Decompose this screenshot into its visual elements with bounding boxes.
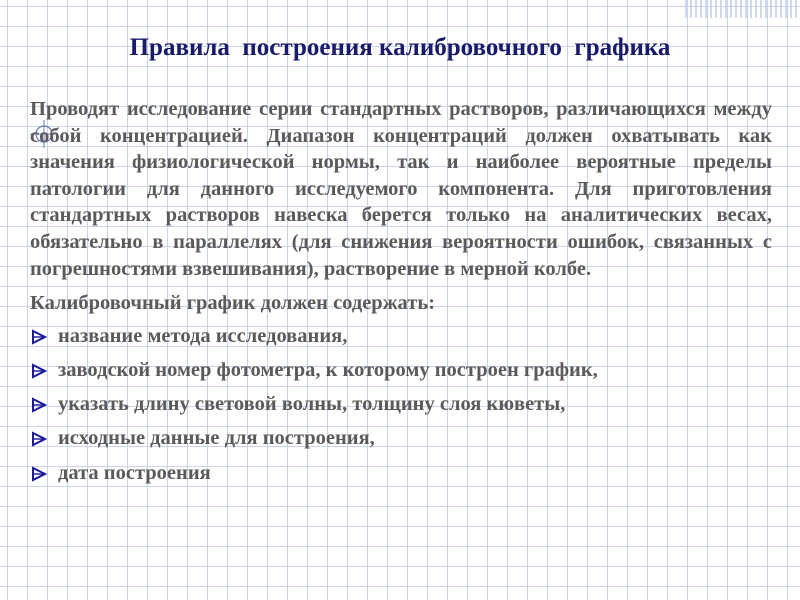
list-item — [30, 425, 772, 452]
list-item-text: дата построения — [58, 461, 211, 484]
slide-title: Правила построения калибровочного графика — [129, 34, 671, 61]
arrow-bullet-icon — [31, 329, 47, 345]
main-paragraph: Проводят исследование серии стандартных растворов, различающихся между собой концентрацией. Диапазон концентраций должен охватывать как значения физиологической нормы, так и наиболее вероятные пределы патологии для данного исследуемого компонента. Для приготовления стандартных растворов навеска берется только на аналитических весах, обязательно в параллелях (для снижения вероятности ошибок, связанных с погрешностями взвешивания), растворение в мерной колбе. — [30, 98, 772, 280]
list-intro: Калибровочный график должен содержать: — [30, 292, 436, 315]
arrow-bullet-icon — [31, 363, 47, 379]
corner-stripes — [685, 0, 800, 18]
list-item — [30, 460, 772, 487]
arrow-bullet-icon — [31, 397, 47, 413]
list-item — [30, 357, 772, 384]
arrow-bullet-icon — [31, 431, 47, 447]
requirements-list — [30, 323, 772, 486]
list-item-text: название метода исследования, — [58, 324, 348, 347]
list-item-text: исходные данные для построения, — [58, 427, 375, 450]
list-item — [30, 391, 772, 418]
arrow-bullet-icon — [31, 466, 47, 482]
list-item-text: указать длину световой волны, толщину слоя кюветы, — [58, 393, 566, 416]
list-item-text: заводской номер фотометра, к которому построен график, — [58, 358, 598, 381]
slide-body — [30, 96, 772, 494]
list-item — [30, 323, 772, 350]
